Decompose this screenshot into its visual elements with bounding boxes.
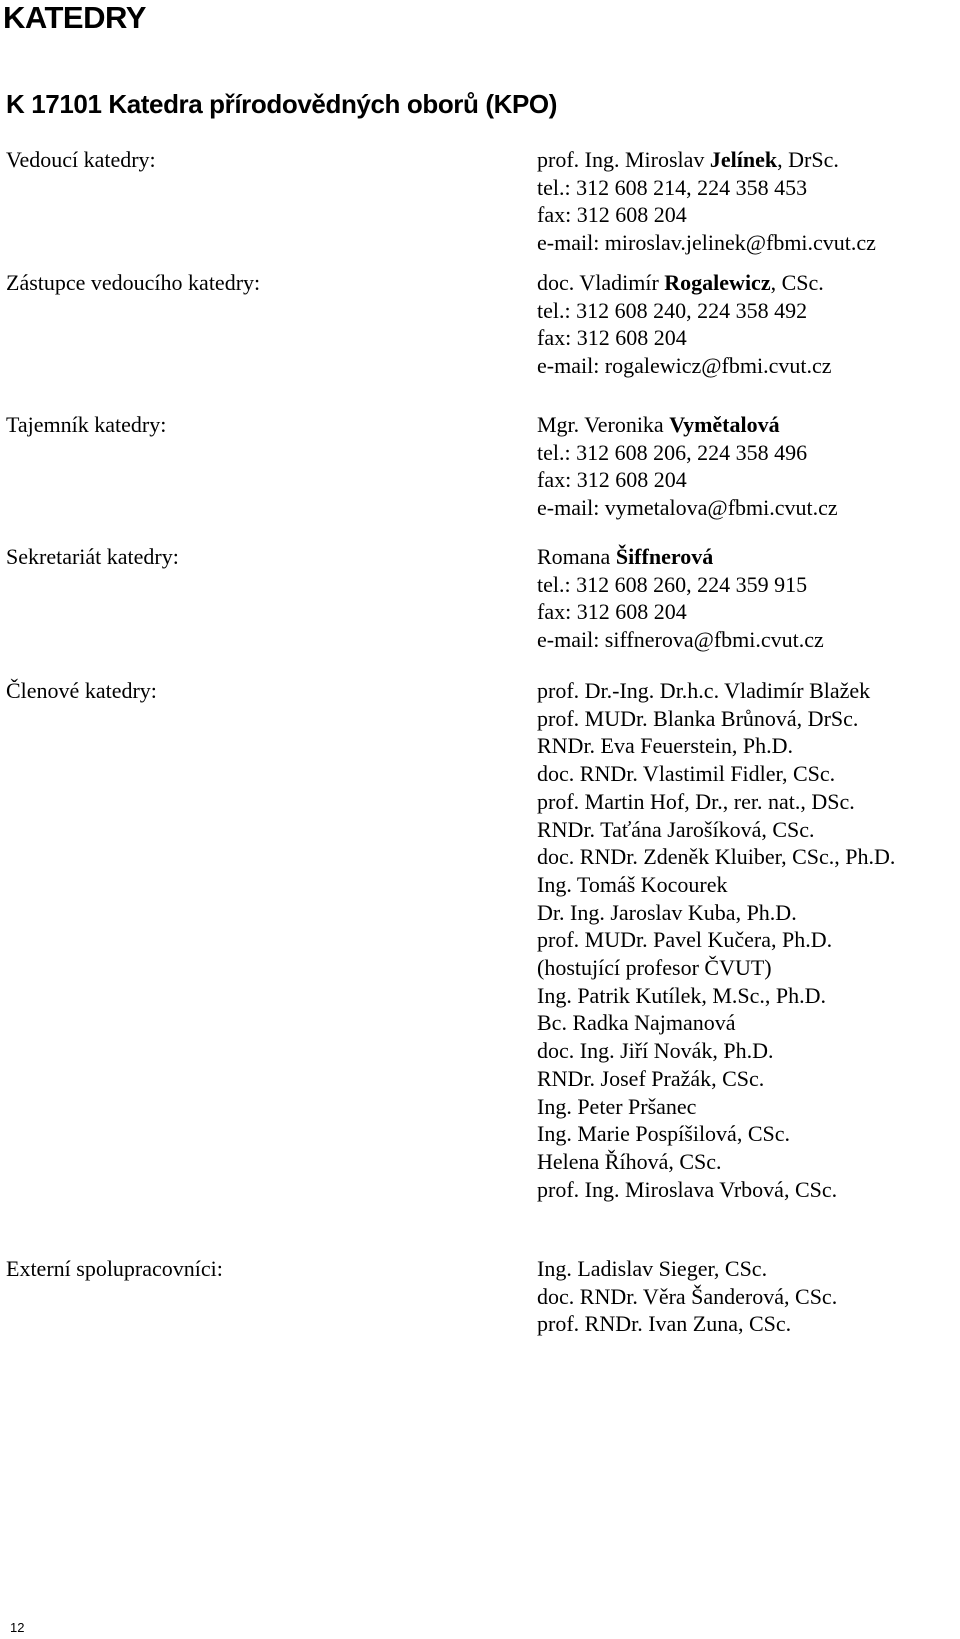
deputy-fax: fax: 312 608 204 xyxy=(537,325,687,351)
member-item: Ing. Tomáš Kocourek xyxy=(537,871,728,897)
secretariat-tel: tel.: 312 608 260, 224 359 915 xyxy=(537,571,808,597)
secretariat-details xyxy=(537,543,824,654)
member-item: doc. RNDr. Zdeněk Kluiber, CSc., Ph.D. xyxy=(537,844,896,870)
external-label: Externí spolupracovníci: xyxy=(6,1256,223,1281)
member-item: doc. RNDr. Vlastimil Fidler, CSc. xyxy=(537,761,836,787)
external-item: doc. RNDr. Věra Šanderová, CSc. xyxy=(537,1283,838,1309)
members-label: Členové katedry: xyxy=(6,678,157,703)
member-item: Ing. Peter Pršanec xyxy=(537,1093,697,1119)
head-tel: tel.: 312 608 214, 224 358 453 xyxy=(537,174,808,200)
member-item: RNDr. Taťána Jarošíková, CSc. xyxy=(537,816,815,842)
head-label: Vedoucí katedry: xyxy=(6,147,156,172)
member-item: Bc. Radka Najmanová xyxy=(537,1010,736,1036)
head-surname: Jelínek xyxy=(709,147,778,172)
secretariat-surname: Šiffnerová xyxy=(615,544,714,569)
page-number: 12 xyxy=(10,1620,25,1635)
member-item: prof. Ing. Miroslava Vrbová, CSc. xyxy=(537,1176,838,1202)
secretariat-label: Sekretariát katedry: xyxy=(6,544,179,569)
head-details xyxy=(537,146,876,257)
secretariat-name: Romana Šiffnerová xyxy=(537,544,714,569)
secretary-head-email: e-mail: vymetalova@fbmi.cvut.cz xyxy=(537,495,838,521)
external-item: prof. RNDr. Ivan Zuna, CSc. xyxy=(537,1311,792,1337)
member-item: prof. Martin Hof, Dr., rer. nat., DSc. xyxy=(537,788,855,814)
page-heading: KATEDRY xyxy=(3,0,146,35)
deputy-email: e-mail: rogalewicz@fbmi.cvut.cz xyxy=(537,353,832,379)
external-item: Ing. Ladislav Sieger, CSc. xyxy=(537,1256,768,1281)
head-email: e-mail: miroslav.jelinek@fbmi.cvut.cz xyxy=(537,230,876,256)
member-item: Dr. Ing. Jaroslav Kuba, Ph.D. xyxy=(537,899,797,925)
deputy-tel: tel.: 312 608 240, 224 358 492 xyxy=(537,297,808,323)
member-item: prof. MUDr. Blanka Brůnová, DrSc. xyxy=(537,705,859,731)
secretary-head-label: Tajemník katedry: xyxy=(6,412,167,437)
member-item: prof. Dr.-Ing. Dr.h.c. Vladimír Blažek xyxy=(537,678,871,703)
member-item: Ing. Marie Pospíšilová, CSc. xyxy=(537,1121,790,1147)
secretary-head-details xyxy=(537,411,838,522)
member-item: (hostující profesor ČVUT) xyxy=(537,955,772,981)
members-list xyxy=(537,677,895,1203)
member-item: prof. MUDr. Pavel Kučera, Ph.D. xyxy=(537,927,833,953)
secretary-head-tel: tel.: 312 608 206, 224 358 496 xyxy=(537,439,808,465)
head-name: prof. Ing. Miroslav Jelínek, DrSc. xyxy=(537,147,839,172)
department-title: K 17101 Katedra přírodovědných oborů (KPO) xyxy=(6,89,557,119)
member-item: RNDr. Josef Pražák, CSc. xyxy=(537,1065,765,1091)
deputy-label: Zástupce vedoucího katedry: xyxy=(6,270,261,295)
secretariat-fax: fax: 312 608 204 xyxy=(537,599,687,625)
secretary-head-name: Mgr. Veronika Vymětalová xyxy=(537,412,780,437)
deputy-name: doc. Vladimír Rogalewicz, CSc. xyxy=(537,270,824,295)
secretary-head-fax: fax: 312 608 204 xyxy=(537,467,687,493)
external-list xyxy=(537,1255,837,1338)
member-item: doc. Ing. Jiří Novák, Ph.D. xyxy=(537,1038,774,1064)
secretariat-email: e-mail: siffnerova@fbmi.cvut.cz xyxy=(537,627,824,653)
member-item: RNDr. Eva Feuerstein, Ph.D. xyxy=(537,733,794,759)
secretary-head-surname: Vymětalová xyxy=(669,412,780,437)
member-item: Ing. Patrik Kutílek, M.Sc., Ph.D. xyxy=(537,982,827,1008)
head-fax: fax: 312 608 204 xyxy=(537,202,687,228)
deputy-surname: Rogalewicz xyxy=(664,270,771,295)
member-item: Helena Říhová, CSc. xyxy=(537,1148,722,1174)
deputy-details xyxy=(537,269,832,380)
